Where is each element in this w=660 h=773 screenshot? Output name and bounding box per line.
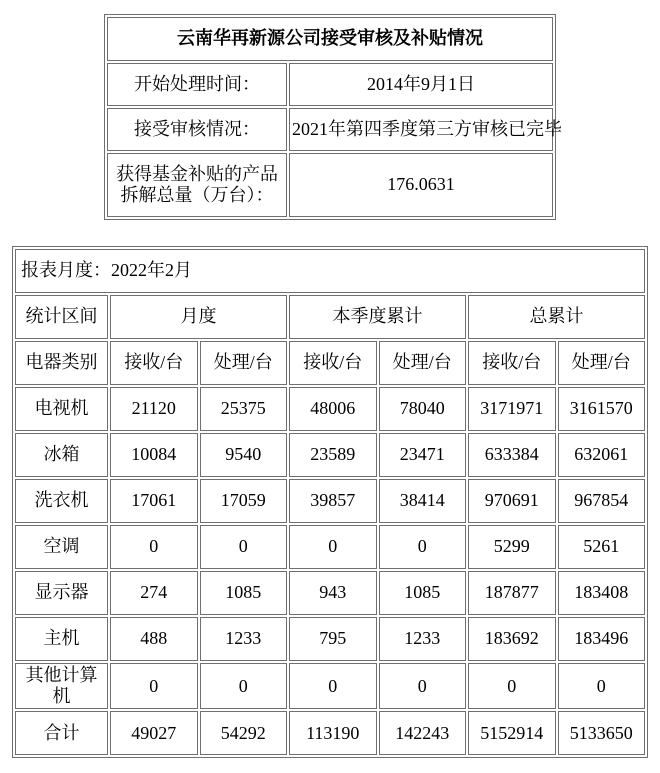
monthly-report-table	[12, 246, 648, 758]
report-subheader-row	[15, 341, 645, 385]
value-cell: 23589	[289, 433, 377, 477]
value-cell: 1085	[200, 571, 288, 615]
value-cell: 5261	[558, 525, 646, 569]
value-cell: 943	[289, 571, 377, 615]
category-cell: 电视机	[15, 387, 108, 431]
table-row	[15, 387, 645, 431]
table-row	[15, 479, 645, 523]
value-cell: 17061	[110, 479, 198, 523]
value-cell: 183692	[468, 617, 556, 661]
value-cell: 142243	[379, 711, 467, 755]
value-cell: 21120	[110, 387, 198, 431]
summary-row-value: 2021年第四季度第三方审核已完毕	[289, 108, 553, 151]
subheader-processed: 处理/台	[379, 341, 467, 385]
summary-row-label: 获得基金补贴的产品拆解总量（万台）：	[107, 153, 287, 217]
value-cell: 17059	[200, 479, 288, 523]
value-cell: 113190	[289, 711, 377, 755]
category-cell: 主机	[15, 617, 108, 661]
table-row	[15, 525, 645, 569]
subheader-received: 接收/台	[468, 341, 556, 385]
value-cell: 0	[289, 663, 377, 709]
value-cell: 0	[558, 663, 646, 709]
table-row-total	[15, 711, 645, 755]
value-cell: 25375	[200, 387, 288, 431]
table-row	[15, 617, 645, 661]
value-cell: 38414	[379, 479, 467, 523]
header-grand-total: 总累计	[468, 295, 645, 339]
header-category: 电器类别	[15, 341, 108, 385]
value-cell: 0	[110, 663, 198, 709]
value-cell: 10084	[110, 433, 198, 477]
value-cell: 54292	[200, 711, 288, 755]
subheader-processed: 处理/台	[558, 341, 646, 385]
value-cell: 48006	[289, 387, 377, 431]
value-cell: 183496	[558, 617, 646, 661]
category-cell: 洗衣机	[15, 479, 108, 523]
value-cell: 183408	[558, 571, 646, 615]
value-cell: 1233	[200, 617, 288, 661]
value-cell: 0	[110, 525, 198, 569]
table-row	[15, 433, 645, 477]
summary-row	[107, 63, 553, 106]
value-cell: 0	[200, 525, 288, 569]
summary-row-label: 开始处理时间：	[107, 63, 287, 106]
value-cell: 49027	[110, 711, 198, 755]
report-group-header-row	[15, 295, 645, 339]
company-summary-table	[104, 14, 562, 220]
category-cell: 合计	[15, 711, 108, 755]
value-cell: 3171971	[468, 387, 556, 431]
table-row	[15, 663, 645, 709]
summary-row-value: 176.0631	[289, 153, 553, 217]
value-cell: 488	[110, 617, 198, 661]
value-cell: 5152914	[468, 711, 556, 755]
report-period-label: 报表月度：2022年2月	[15, 249, 645, 293]
category-cell: 冰箱	[15, 433, 108, 477]
report-page	[0, 14, 660, 758]
value-cell: 9540	[200, 433, 288, 477]
summary-title: 云南华再新源公司接受审核及补贴情况	[107, 17, 553, 61]
category-cell: 空调	[15, 525, 108, 569]
value-cell: 187877	[468, 571, 556, 615]
header-stat-interval: 统计区间	[15, 295, 108, 339]
value-cell: 967854	[558, 479, 646, 523]
subheader-received: 接收/台	[110, 341, 198, 385]
category-cell: 其他计算机	[15, 663, 108, 709]
header-quarter-total: 本季度累计	[289, 295, 466, 339]
summary-row	[107, 108, 553, 151]
value-cell: 0	[379, 663, 467, 709]
value-cell: 23471	[379, 433, 467, 477]
value-cell: 795	[289, 617, 377, 661]
summary-row-label: 接受审核情况：	[107, 108, 287, 151]
value-cell: 0	[379, 525, 467, 569]
value-cell: 39857	[289, 479, 377, 523]
subheader-received: 接收/台	[289, 341, 377, 385]
value-cell: 1233	[379, 617, 467, 661]
value-cell: 632061	[558, 433, 646, 477]
value-cell: 970691	[468, 479, 556, 523]
table-row	[15, 571, 645, 615]
value-cell: 0	[200, 663, 288, 709]
value-cell: 1085	[379, 571, 467, 615]
subheader-processed: 处理/台	[200, 341, 288, 385]
value-cell: 5133650	[558, 711, 646, 755]
value-cell: 0	[468, 663, 556, 709]
value-cell: 0	[289, 525, 377, 569]
value-cell: 3161570	[558, 387, 646, 431]
summary-row-value: 2014年9月1日	[289, 63, 553, 106]
value-cell: 5299	[468, 525, 556, 569]
category-cell: 显示器	[15, 571, 108, 615]
value-cell: 78040	[379, 387, 467, 431]
value-cell: 274	[110, 571, 198, 615]
report-period-row	[15, 249, 645, 293]
value-cell: 633384	[468, 433, 556, 477]
header-monthly: 月度	[110, 295, 287, 339]
summary-row	[107, 153, 553, 217]
